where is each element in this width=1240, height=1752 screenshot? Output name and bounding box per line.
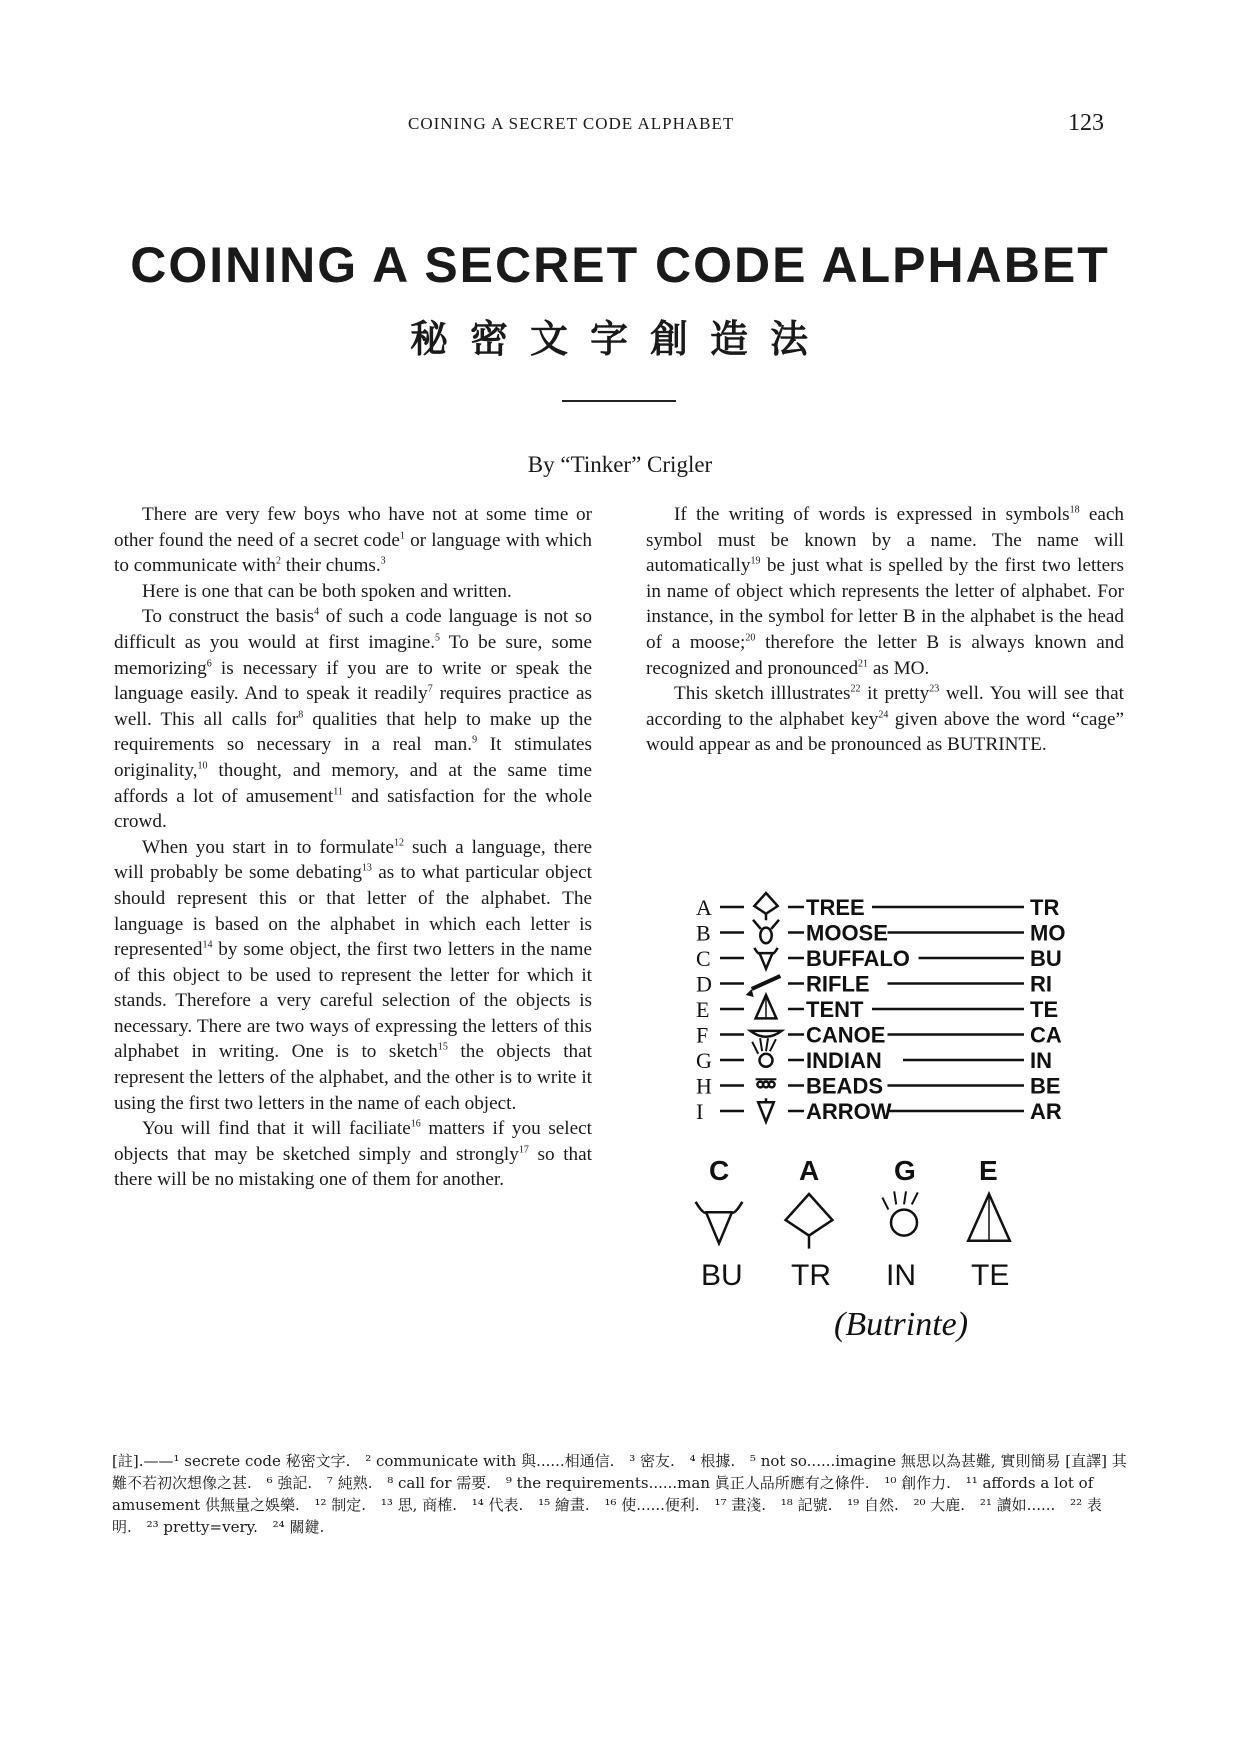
footnote: ² communicate with 與......相通信. (365, 1452, 615, 1470)
footnote-marker: 3 (380, 555, 386, 567)
footnote: [註].——¹ secrete code 秘密文字. (112, 1452, 351, 1470)
key-letter: F (696, 1022, 709, 1048)
key-word: TREE (806, 895, 865, 920)
title-rule (562, 400, 676, 402)
footnote: ²¹ 讀如...... (979, 1496, 1056, 1514)
running-head (0, 110, 1240, 144)
key-row (696, 1098, 1062, 1124)
paragraph: When you start in to formulate$^{12}$ such a language, there will probably be some debating$^{13}$ as to what particular object should represent this or that letter of the alphabet. The language is based on the alphabet in which each letter is represented$^{14}$ by some object, the first two letters in the name of this object to be used to represent the letter for which it stands. Therefore a very careful selection of the objects is necessary. There are two ways of expressing the letters of this alphabet in writing. One is to sketch$^{15}$ the objects that represent the letters of the alphabet, and the other is to write it using the first two letters in the name of each object. (114, 836, 592, 1114)
key-letter: I (696, 1099, 704, 1124)
footnote-marker: 9 (472, 734, 478, 746)
footnote: ⁵ not so......imagine 無思以為甚難, 實則簡易 [直譯] 其難不若初次想像之甚. (112, 1452, 1127, 1492)
key-code: TR (1030, 895, 1060, 920)
footnote-marker: 19 (750, 555, 761, 567)
footnote: ²⁰ 大鹿. (913, 1496, 966, 1514)
right-column (646, 502, 1124, 758)
example-letter: E (979, 1155, 998, 1186)
example-letter: A (799, 1155, 820, 1186)
cage-example (696, 1155, 1010, 1292)
key-code: TE (1030, 997, 1059, 1022)
key-code: BU (1030, 946, 1062, 971)
buffalo-icon (696, 1202, 743, 1244)
footnote-marker: 8 (298, 709, 304, 721)
paragraph: Here is one that can be both spoken and written. (142, 580, 512, 602)
footnote: ²⁴ 關鍵. (272, 1518, 325, 1536)
footnote-marker: 21 (858, 658, 869, 670)
key-row (696, 946, 1062, 971)
key-letter: H (696, 1073, 712, 1099)
footnote: ¹³ 思, 商榷. (380, 1496, 457, 1514)
canoe-icon (750, 1031, 781, 1037)
indian-icon (882, 1191, 917, 1235)
key-code: MO (1030, 920, 1066, 946)
key-word: RIFLE (806, 971, 870, 997)
footnote-marker: 13 (361, 862, 372, 874)
left-column (114, 502, 592, 1193)
footnote: ⁷ 純熟. (326, 1474, 373, 1492)
footnote-marker: 23 (929, 683, 940, 695)
key-letter: D (696, 971, 712, 997)
footnotes (112, 1450, 1127, 1538)
footnote-marker: 20 (745, 632, 756, 644)
key-row (696, 995, 1058, 1022)
chinese-title: 秘密文字創造法 (409, 317, 830, 361)
footnote: ¹² 制定. (314, 1496, 367, 1514)
code-alphabet-figure (684, 880, 1084, 1360)
footnote: ¹⁴ 代表. (471, 1496, 524, 1514)
footnote: ¹⁹ 自然. (847, 1496, 899, 1514)
paragraph: To construct the basis$^4$ of such a code language is not so difficult as you would at first imagine.$^5$ To be sure, some memorizing$^6$ is necessary if you are to write or speak the language easily. And to speak it readily$^7$ requires practice as well. This all calls for$^8$ qualities that help to make up the requirements so necessary in a real man.$^9$ It stimulates originality,$^{10}$ thought, and memory, and at the same time affords a lot of amusement$^{11}$ and satisfaction for the whole crowd. (114, 606, 593, 833)
footnote-marker: 1 (399, 530, 405, 542)
footnote: ³ 密友. (629, 1452, 675, 1470)
buffalo-icon (754, 948, 777, 969)
key-row (696, 893, 1059, 920)
example-code: TE (971, 1259, 1010, 1292)
paragraph: There are very few boys who have not at some time or other found the need of a secret code$^1$ or language with which to communicate with$^2$ their chums.$^3$ (114, 504, 592, 577)
arrow-icon (758, 1098, 774, 1121)
key-word: TENT (806, 997, 864, 1022)
footnote: ¹⁵ 繪畫. (538, 1496, 590, 1514)
footnote-marker: 7 (427, 683, 433, 695)
alphabet-key-table (696, 893, 1065, 1124)
example-letter: G (894, 1155, 916, 1186)
key-letter: B (696, 920, 711, 946)
running-head-title: COINING A SECRET CODE ALPHABET (408, 114, 735, 133)
footnote-marker: 12 (393, 837, 404, 849)
key-code: IN (1030, 1048, 1052, 1073)
tent-icon (968, 1194, 1010, 1241)
paragraph: If the writing of words is expressed in symbols$^{18}$ each symbol must be known by a name. The name will automatically$^{19}$ be just what is spelled by the first two letters in name of object which represents the letter of alphabet. For instance, in the symbol for letter B in the alphabet is the head of a moose;$^{20}$ therefore the letter B is always known and recognized and pronounced$^{21}$ as MO. (646, 504, 1124, 679)
key-row (696, 1074, 1061, 1099)
footnote-marker: 17 (518, 1144, 529, 1156)
pronunciation-label: (Butrinte) (834, 1306, 969, 1343)
footnote-marker: 15 (437, 1042, 448, 1054)
key-word: INDIAN (806, 1048, 882, 1073)
key-code: AR (1030, 1099, 1062, 1124)
footnote: ¹⁶ 使......便利. (604, 1496, 700, 1514)
key-row (696, 1023, 1062, 1048)
footnote: ¹¹ affords a lot of amusement 供無量之娛樂. (112, 1474, 1094, 1514)
key-row (696, 920, 1065, 946)
footnote-marker: 5 (435, 632, 441, 644)
article-title: COINING A SECRET CODE ALPHABET (130, 237, 1110, 293)
rifle-icon (746, 976, 781, 997)
key-word: MOOSE (806, 920, 888, 946)
key-letter: A (696, 895, 712, 920)
footnote-marker: 14 (202, 939, 213, 951)
paragraph: You will find that it will faciliate$^{16}$ matters if you select objects that may be sketched simply and strongly$^{17}$ so that there will be no mistaking one of them for another. (114, 1118, 592, 1191)
example-code: BU (701, 1259, 743, 1292)
footnote-marker: 6 (206, 658, 212, 670)
key-code: BE (1030, 1073, 1061, 1099)
footnote-marker: 18 (1069, 504, 1080, 516)
footnote: ⁸ call for 需要. (387, 1474, 492, 1492)
key-code: CA (1030, 1022, 1062, 1048)
paragraph: This sketch illlustrates$^{22}$ it pretty$^{23}$ well. You will see that according to the alphabet key$^{24}$ given above the word “cage” would appear as and be pronounced as BUTRINTE. (646, 683, 1124, 756)
key-letter: G (696, 1048, 712, 1073)
beads-icon (756, 1079, 777, 1087)
footnote-marker: 2 (276, 555, 281, 567)
footnote-marker: 22 (850, 683, 861, 695)
footnote: ⁹ the requirements......man 眞正人品所應有之條件. (505, 1474, 870, 1492)
footnote: ²² 表明. (112, 1496, 1102, 1536)
key-word: BEADS (806, 1073, 884, 1099)
key-letter: E (696, 997, 710, 1022)
example-code: TR (791, 1259, 831, 1292)
footnote: ¹⁷ 畫淺. (714, 1496, 767, 1514)
footnote: ⁶ 強記. (266, 1474, 313, 1492)
key-word: ARROW (806, 1099, 892, 1124)
tent-icon (756, 995, 777, 1018)
footnote-marker: 11 (333, 786, 343, 798)
key-letter: C (696, 946, 711, 971)
example-code: IN (886, 1259, 916, 1292)
byline: By “Tinker” Crigler (527, 452, 713, 477)
footnote-marker: 16 (410, 1118, 421, 1130)
footnote-marker: 10 (197, 760, 208, 772)
indian-icon (752, 1038, 776, 1067)
key-word: BUFFALO (806, 946, 910, 971)
footnote: ¹⁸ 記號. (780, 1496, 833, 1514)
moose-icon (753, 920, 779, 943)
footnote: ²³ pretty=very. (146, 1518, 258, 1536)
page-number: 123 (1068, 110, 1104, 136)
tree-icon (754, 893, 777, 920)
footnote: ⁴ 根據. (689, 1452, 736, 1470)
key-row (696, 972, 1052, 998)
tree-icon (786, 1194, 833, 1249)
footnote-marker: 24 (878, 709, 889, 721)
key-code: RI (1030, 971, 1052, 997)
footnote: ¹⁰ 創作力. (884, 1474, 951, 1492)
example-letter: C (709, 1155, 730, 1186)
key-word: CANOE (806, 1022, 886, 1048)
footnote-marker: 4 (314, 606, 320, 618)
